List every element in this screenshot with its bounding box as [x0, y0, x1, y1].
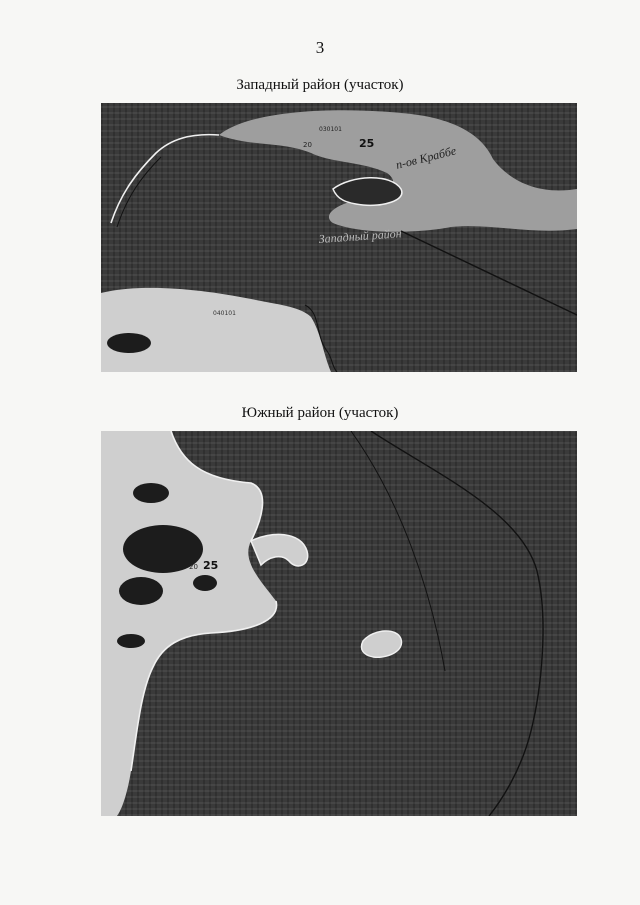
south-map-caption: Южный район (участок) [241, 405, 399, 421]
south-map-graphic [101, 431, 577, 816]
west-map [101, 103, 577, 372]
south-island [361, 631, 401, 657]
west-boundary-line [401, 231, 577, 315]
west-cadastral-bottom: 040101 [213, 310, 236, 317]
page-number: 3 [315, 38, 325, 57]
west-map-caption: Западный район (участок) [236, 77, 404, 93]
west-region-number: 25 [359, 137, 375, 150]
south-boundary-line [371, 431, 543, 816]
south-lake [119, 577, 163, 605]
south-lake [117, 634, 145, 648]
south-region-prefix: 20 [189, 563, 198, 571]
west-lake [107, 333, 151, 353]
west-peninsula-label: п-ов Краббе [394, 143, 458, 172]
south-map [101, 431, 577, 816]
south-lake [133, 483, 169, 503]
west-coastline [111, 135, 219, 223]
west-cadastral-top: 030101 [319, 126, 342, 133]
west-area-label: Западный район [318, 226, 403, 246]
south-mainland [101, 431, 277, 816]
south-peninsula [251, 534, 308, 566]
south-region-number: 25 [203, 559, 219, 572]
south-lake [193, 575, 217, 591]
west-mainland [101, 288, 331, 372]
west-inner-bay [333, 178, 402, 206]
west-region-prefix: 20 [303, 141, 312, 149]
west-map-graphic [101, 103, 577, 372]
